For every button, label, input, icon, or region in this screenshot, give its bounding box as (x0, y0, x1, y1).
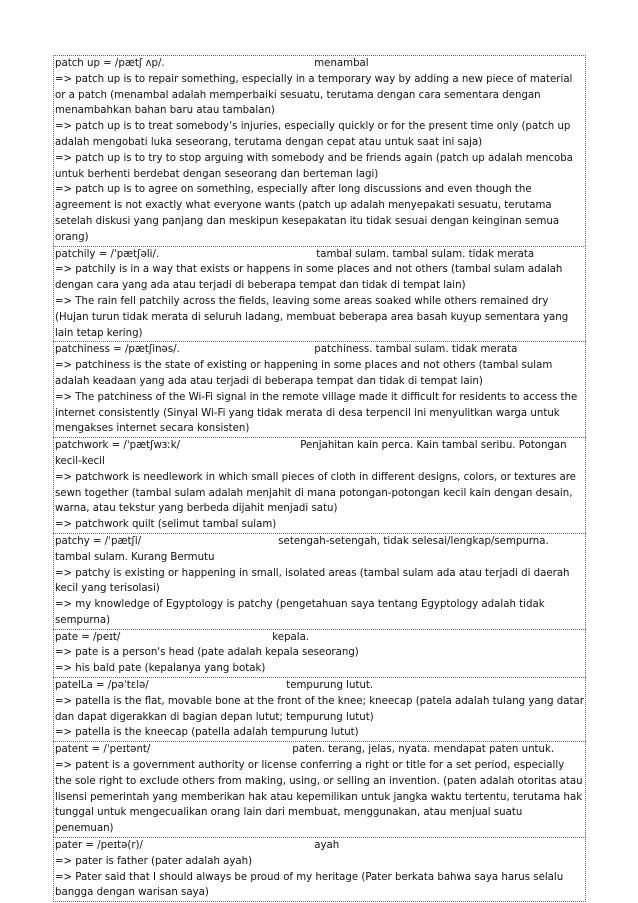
entry-term: patchiness = /pætʃinəs/. (55, 344, 180, 356)
entry-explanation: => patchwork is needlework in which small pieces of cloth in different designs, colors, or textures are sewn together (tambal sulam adalah menjahit di mana potongan-potongan kecil kain dengan desain, warna, atau tekstur yang berbeda dijahit menjadi satu) (55, 471, 576, 515)
entry-meaning: ayah (314, 840, 340, 852)
entry-explanation: => patchiness is the state of existing or happening in some places and not others (tambal sulam adalah keadaan yang ada atau terjadi di beberapa tempat dan tidak di tempat lain) (55, 360, 553, 387)
entry-meaning: kepala. (272, 631, 310, 643)
dictionary-entry (53, 437, 586, 533)
entry-term: pate = /peɪt/ (55, 631, 121, 643)
entry-explanation: => patch up is to repair something, especially in a temporary way by adding a new piece of material or a patch (menambal adalah memperbaiki sesuatu, terutama dengan cara sementara dengan menambahkan bahan baru atau tambalan) (55, 73, 573, 117)
entry-headline (55, 534, 584, 566)
entry-term: patent = /ˈpeɪtənt/ (55, 744, 151, 756)
entry-explanation: => patchwork quilt (selimut tambal sulam) (55, 519, 277, 531)
entry-explanation: => patch up is to agree on something, especially after long discussions and even though the agreement is not exactly what everyone wants (patch up adalah menyepakati sesuatu, terutama setelah diskusi yang panjang dan meskipun kesepakatan itu tidak sesuai dengan keinginan semua orang) (55, 184, 560, 243)
entry-headline (55, 247, 584, 263)
entry-explanation: => pater is father (pater adalah ayah) (55, 855, 253, 867)
entry-headline (55, 342, 584, 358)
entry-explanation: => patch up is to try to stop arguing with somebody and be friends again (patch up adalah mencoba untuk berhenti berdebat dengan seseorang dan berteman lagi) (55, 152, 573, 180)
entry-meaning: tambal sulam. tambal sulam. tidak merata (316, 248, 535, 260)
entry-term: pater = /peɪtə(r)/ (55, 840, 143, 852)
entry-explanation: => patchy is existing or happening in small, isolated areas (tambal sulam ada atau terjadi di daerah kecil yang terisolasi) (55, 567, 570, 595)
entry-headline (55, 838, 584, 854)
entry-explanation: => pate is a person's head (pate adalah kepala seseorang) (55, 647, 359, 659)
entry-meaning: Penjahitan kain perca. Kain tambal seribu. Potongan kecil-kecil (55, 440, 567, 467)
dictionary-entry (53, 55, 586, 246)
entry-headline (55, 56, 584, 72)
entry-meaning: setengah-setengah, tidak selesai/lengkap/sempurna. tambal sulam. Kurang Bermutu (55, 535, 549, 563)
entry-headline (55, 630, 584, 646)
dictionary-page (53, 55, 586, 902)
entry-explanation: => patch up is to treat somebody’s injuries, especially quickly or for the present time only (patch up adalah mengobati luka seseorang, terutama dengan cepat atau untuk saat ini saja) (55, 121, 571, 148)
entry-explanation: => his bald pate (kepalanya yang botak) (55, 663, 266, 675)
entry-term: patchwork = /ˈpætʃwɜːk/ (55, 440, 181, 452)
entry-meaning: paten. terang, jelas, nyata. mendapat paten untuk. (292, 744, 555, 756)
entry-headline (55, 438, 584, 470)
dictionary-entry (53, 677, 586, 741)
entry-meaning: menambal (314, 58, 369, 69)
entry-meaning: patchiness. tambal sulam. tidak merata (314, 344, 518, 356)
entry-explanation: => The rain fell patchily across the fields, leaving some areas soaked while others remained dry (Hujan turun tidak merata di seluruh ladang, membuat beberapa area basah kuyup sementara yang lain tetap kering) (55, 295, 569, 339)
entry-term: patch up = /pætʃ ʌp/. (55, 58, 165, 69)
dictionary-entry (53, 533, 586, 629)
entry-explanation: => patent is a government authority or license conferring a right or title for a set period, especially the sole right to exclude others from making, using, or selling an invention. (paten adalah otoritas atau lisensi pemerintah yang memberikan hak atau kepemilikan untuk jangka waktu tertentu, terutama hak tunggal untuk mengecualikan orang lain dari membuat, menggunakan, atau menjual suatu penemuan) (55, 760, 583, 835)
entry-explanation: => The patchiness of the Wi-Fi signal in the remote village made it difficult for residents to access the internet consistently (Sinyal Wi-Fi yang tidak merata di desa terpencil ini menyulitkan warga untuk mengakses internet secara konsisten) (55, 391, 578, 435)
entry-explanation: => patella is the flat, movable bone at the front of the knee; kneecap (patela adalah tulang yang datar dan dapat digerakkan di bagian depan lutut; tempurung lutut) (55, 695, 584, 723)
dictionary-entry (53, 629, 586, 677)
entry-meaning: tempurung lutut. (286, 680, 374, 692)
dictionary-entry (53, 837, 586, 902)
entry-explanation: => my knowledge of Egyptology is patchy (pengetahuan saya tentang Egyptology adalah tidak sempurna) (55, 599, 545, 626)
entry-term: patchily = /ˈpætʃəli/. (55, 248, 160, 260)
entry-headline (55, 678, 584, 694)
entry-explanation: => Pater said that I should always be proud of my heritage (Pater berkata bahwa saya harus selalu bangga dengan warisan saya) (55, 871, 564, 899)
dictionary-entry (53, 741, 586, 837)
entry-explanation: => patchily is in a way that exists or happens in some places and not others (tambal sulam adalah dengan cara yang ada atau terjadi di beberapa tempat dan tidak di tempat lain) (55, 264, 563, 292)
entry-explanation: => patella is the kneecap (patella adalah tempurung lutut) (55, 727, 359, 739)
entry-term: patchy = /ˈpætʃi/ (55, 535, 142, 547)
entry-headline (55, 742, 584, 758)
entry-term: patelLa = /pəˈtɛlə/ (55, 680, 149, 692)
dictionary-entry (53, 341, 586, 437)
dictionary-entry (53, 246, 586, 342)
